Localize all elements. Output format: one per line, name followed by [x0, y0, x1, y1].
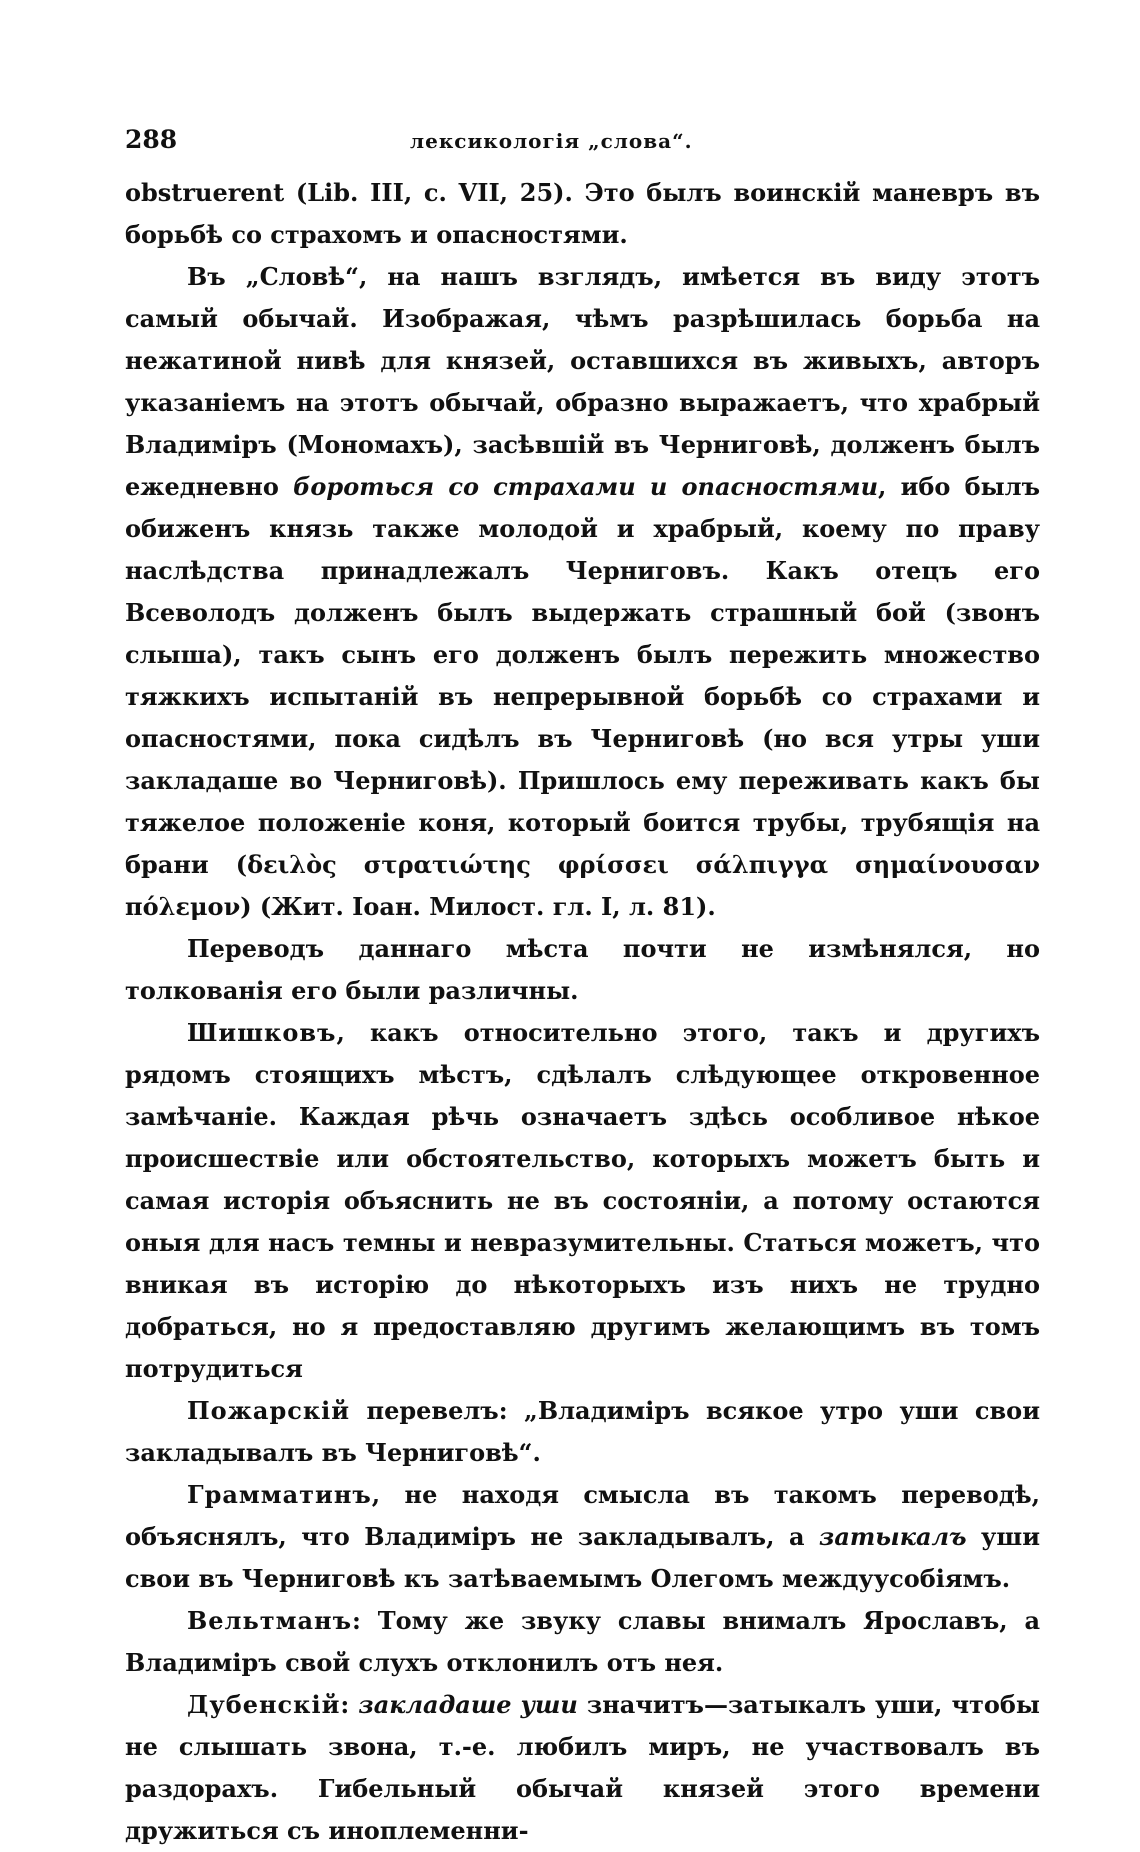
text-run: значитъ—затыкалъ уши, чтобы не слышать звона, т.-е. любилъ миръ, не участвовалъ въ раздорахъ. Гибельный обычай князей этого времени дружиться съ иноплеменни-	[125, 1690, 1040, 1845]
paragraph	[125, 1600, 1040, 1684]
paragraph	[125, 1684, 1040, 1852]
author-name: Дубенскій	[187, 1690, 341, 1719]
italic-phrase: бороться со страхами и опасностями	[293, 472, 879, 501]
text-run: :	[340, 1690, 359, 1719]
italic-phrase: закладаше уши	[358, 1690, 578, 1719]
text-run: Въ „Словѣ“, на нашъ взглядъ, имѣется въ виду этотъ самый обычай. Изображая, чѣмъ разрѣшилась борьба на нежатиной нивѣ для князей, оставшихся въ живыхъ, авторъ указаніемъ на этотъ обычай, образно выражаетъ, что храбрый Владиміръ (Мономахъ), засѣвшій въ Черниговѣ, долженъ былъ ежедневно	[125, 262, 1040, 501]
text-run: , какъ относительно этого, такъ и другихъ рядомъ стоящихъ мѣстъ, сдѣлалъ слѣдующее откровенное замѣчаніе. Каждая рѣчь означаетъ здѣсь особливое нѣкое происшествіе или обстоятельство, которыхъ можетъ быть и самая исторія объяснить не въ состояніи, а потому остаются оныя для насъ темны и невразумительны. Статься можетъ, что вникая въ исторію до нѣкоторыхъ изъ нихъ не трудно добраться, но я предоставляю другимъ желающимъ въ томъ потрудиться	[125, 1018, 1040, 1383]
paragraph	[125, 1390, 1040, 1474]
italic-phrase: затыкалъ	[819, 1522, 967, 1551]
page-number: 288	[125, 125, 178, 154]
paragraph	[125, 1012, 1040, 1390]
author-name: Грамматинъ	[187, 1480, 372, 1509]
body-text	[125, 172, 1040, 1852]
paragraph	[125, 1474, 1040, 1600]
paragraph	[125, 928, 1040, 1012]
text-run: : Тому же звуку славы внималъ Ярославъ, а Владиміръ свой слухъ отклонилъ отъ нея.	[125, 1606, 1040, 1677]
author-name: Вельтманъ	[187, 1606, 353, 1635]
paragraph-continuation	[125, 172, 1040, 256]
text-run: Переводъ даннаго мѣста почти не измѣнялся, но толкованія его были различны.	[125, 934, 1040, 1005]
text-run: , ибо былъ обиженъ князь также молодой и храбрый, коему по праву наслѣдства принадлежалъ Черниговъ. Какъ отецъ его Всеволодъ долженъ былъ выдержать страшный бой (звонъ слыша), такъ сынъ его долженъ былъ пережить множество тяжкихъ испытаній въ непрерывной борьбѣ со страхами и опасностями, пока сидѣлъ въ Черниговѣ (но вся утры уши закладаше во Черниговѣ). Пришлось ему переживать какъ бы тяжелое положеніе коня, который боится трубы, трубящія на брани (δειλὸς στρατιώτης φρίσσει σάλπιγγα σημαίνουσαν πόλεμον) (Жит. Іоан. Милост. гл. I, л. 81).	[125, 472, 1041, 921]
text-run: obstruerent (Lib. III, c. VII, 25). Это былъ воинскій маневръ въ борьбѣ со страхомъ и опасностями.	[125, 178, 1040, 249]
page-header	[125, 125, 1035, 155]
text-run: уши свои въ Черниговѣ къ затѣваемымъ Олегомъ междуусобіямъ.	[125, 1522, 1041, 1593]
author-name: Шишковъ	[187, 1018, 337, 1047]
paragraph	[125, 256, 1040, 928]
author-name: Пожарскій	[187, 1396, 351, 1425]
text-run: перевелъ: „Владиміръ всякое утро уши свои закладывалъ въ Черниговѣ“.	[125, 1396, 1040, 1467]
running-head: лексикологія „слова“.	[410, 129, 693, 153]
text-run: , не находя смысла въ такомъ переводѣ, объяснялъ, что Владиміръ не закладывалъ, а	[125, 1480, 1040, 1551]
